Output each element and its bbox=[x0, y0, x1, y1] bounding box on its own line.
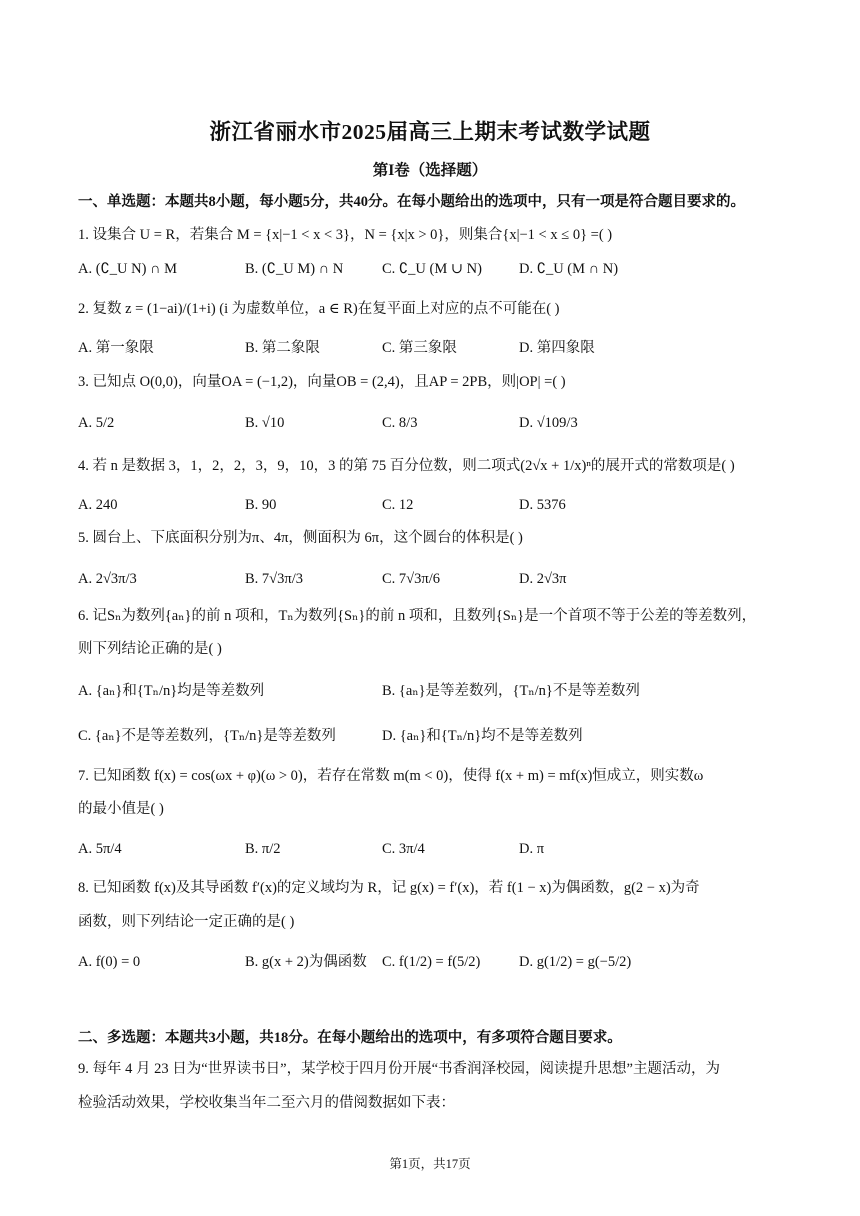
question-1-option-d: D. ∁_U (M ∩ N) bbox=[519, 261, 619, 277]
question-4-stem: 4. 若 n 是数据 3，1，2，2，3，9，10，3 的第 75 百分位数，则二项式(2√x + 1/x)ⁿ的展开式的常数项是( ) bbox=[78, 458, 735, 474]
question-3-stem: 3. 已知点 O(0,0)，向量OA = (−1,2)，向量OB = (2,4)，且AP = 2PB，则|OP| =( ) bbox=[78, 374, 566, 390]
question-4-option-a: A. 240 bbox=[78, 497, 118, 513]
question-2-stem: 2. 复数 z = (1−ai)/(1+i) (i 为虚数单位，a ∈ R)在复平面上对应的点不可能在( ) bbox=[78, 301, 560, 317]
question-5-option-c: C. 7√3π/6 bbox=[382, 571, 440, 587]
question-7-option-d: D. π bbox=[519, 841, 545, 857]
question-1-stem: 1. 设集合 U = R，若集合 M = {x|−1 < x < 3}，N = {x|x > 0}，则集合{x|−1 < x ≤ 0} =( ) bbox=[78, 227, 613, 243]
question-2-option-d: D. 第四象限 bbox=[519, 340, 595, 356]
page-footer: 第1页，共17页 bbox=[389, 1157, 471, 1171]
question-7-stem-line-1: 7. 已知函数 f(x) = cos(ωx + φ)(ω > 0)，若存在常数 m(m < 0)，使得 f(x + m) = mf(x)恒成立，则实数ω bbox=[78, 768, 704, 784]
question-8-option-c: C. f(1/2) = f(5/2) bbox=[382, 954, 481, 970]
question-3-option-c: C. 8/3 bbox=[382, 415, 418, 431]
question-9-stem-line-1: 9. 每年 4 月 23 日为“世界读书日”，某学校于四月份开展“书香润泽校园，阅读提升思想”主题活动，为 bbox=[78, 1061, 720, 1077]
question-6-option-c: C. {aₙ}不是等差数列，{Tₙ/n}是等差数列 bbox=[78, 728, 336, 744]
question-8-stem-line-2: 函数，则下列结论一定正确的是( ) bbox=[78, 914, 295, 930]
question-6-option-d: D. {aₙ}和{Tₙ/n}均不是等差数列 bbox=[382, 728, 583, 744]
section-multi-choice-header: 二、多选题：本题共3小题，共18分。在每小题给出的选项中，有多项符合题目要求。 bbox=[78, 1030, 622, 1046]
question-4-option-d: D. 5376 bbox=[519, 497, 566, 513]
question-2-option-c: C. 第三象限 bbox=[382, 340, 457, 356]
question-8-option-a: A. f(0) = 0 bbox=[78, 954, 141, 970]
question-3-option-a: A. 5/2 bbox=[78, 415, 115, 431]
question-3-option-d: D. √109/3 bbox=[519, 415, 578, 431]
question-7-stem-line-2: 的最小值是( ) bbox=[78, 801, 164, 817]
question-8-option-d: D. g(1/2) = g(−5/2) bbox=[519, 954, 632, 970]
question-2-option-b: B. 第二象限 bbox=[245, 340, 320, 356]
question-5-stem: 5. 圆台上、下底面积分别为π、4π，侧面积为 6π，这个圆台的体积是( ) bbox=[78, 530, 523, 546]
question-7-option-c: C. 3π/4 bbox=[382, 841, 425, 857]
question-6-stem-line-2: 则下列结论正确的是( ) bbox=[78, 641, 222, 657]
question-5-option-d: D. 2√3π bbox=[519, 571, 567, 587]
question-1-option-a: A. (∁_U N) ∩ M bbox=[78, 261, 178, 277]
question-1-option-c: C. ∁_U (M ∪ N) bbox=[382, 261, 482, 277]
question-9-stem-line-2: 检验活动效果，学校收集当年二至六月的借阅数据如下表： bbox=[78, 1095, 455, 1111]
question-6-option-a: A. {aₙ}和{Tₙ/n}均是等差数列 bbox=[78, 683, 265, 699]
volume-subtitle: 第I卷（选择题） bbox=[372, 162, 488, 179]
question-5-option-a: A. 2√3π/3 bbox=[78, 571, 137, 587]
question-6-stem-line-1: 6. 记Sₙ为数列{aₙ}的前 n 项和，Tₙ为数列{Sₙ}的前 n 项和，且数列{Sₙ}是一个首项不等于公差的等差数列， bbox=[78, 608, 757, 624]
question-4-option-c: C. 12 bbox=[382, 497, 414, 513]
question-1-option-b: B. (∁_U M) ∩ N bbox=[245, 261, 344, 277]
page-title: 浙江省丽水市2025届高三上期末考试数学试题 bbox=[209, 120, 651, 144]
question-2-option-a: A. 第一象限 bbox=[78, 340, 154, 356]
question-8-option-b: B. g(x + 2)为偶函数 bbox=[245, 954, 367, 970]
question-4-option-b: B. 90 bbox=[245, 497, 277, 513]
section-single-choice-header: 一、单选题：本题共8小题，每小题5分，共40分。在每小题给出的选项中，只有一项是符合题目要求的。 bbox=[78, 194, 745, 210]
question-6-option-b: B. {aₙ}是等差数列，{Tₙ/n}不是等差数列 bbox=[382, 683, 640, 699]
question-5-option-b: B. 7√3π/3 bbox=[245, 571, 303, 587]
question-8-stem-line-1: 8. 已知函数 f(x)及其导函数 f′(x)的定义域均为 R，记 g(x) = f′(x)，若 f(1 − x)为偶函数，g(2 − x)为奇 bbox=[78, 880, 700, 896]
question-7-option-b: B. π/2 bbox=[245, 841, 281, 857]
question-3-option-b: B. √10 bbox=[245, 415, 285, 431]
question-7-option-a: A. 5π/4 bbox=[78, 841, 122, 857]
